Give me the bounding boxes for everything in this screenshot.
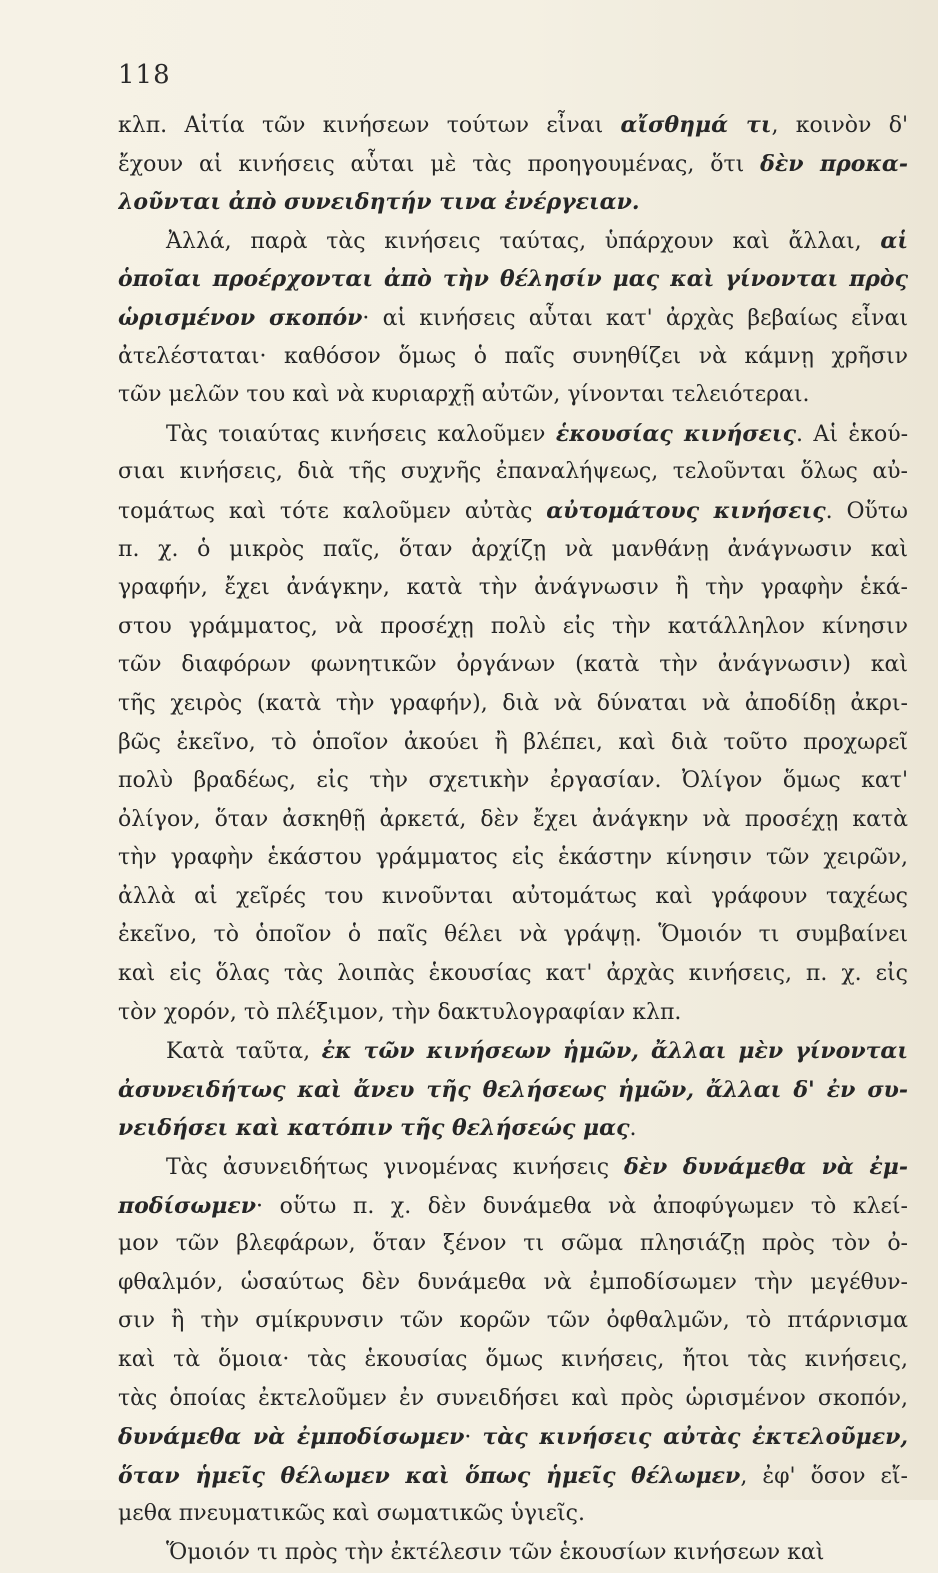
text-segment: π. χ. ὁ μικρὸς παῖς, ὅταν ἀρχίζῃ νὰ μανθάνῃ ἀνάγνωσιν καὶ bbox=[118, 536, 908, 562]
emphasis-text: δὲν προκα- bbox=[760, 150, 908, 177]
text-line bbox=[118, 1264, 908, 1303]
text-line bbox=[118, 1418, 908, 1457]
text-line bbox=[118, 685, 908, 724]
text-segment: σιαι κινήσεις, διὰ τῆς συχνῆς ἐπαναλήψεως, τελοῦνται ὅλως αὐ- bbox=[118, 459, 908, 485]
emphasis-text: αὐτομάτους κινήσεις bbox=[546, 497, 826, 524]
text-segment: ἔχουν αἱ κινήσεις αὗται μὲ τὰς προηγουμένας, ὅτι bbox=[118, 151, 761, 177]
text-segment: βῶς ἐκεῖνο, τὸ ὁποῖον ἀκούει ἢ βλέπει, καὶ διὰ τοῦτο προχωρεῖ bbox=[118, 729, 908, 755]
emphasis-text: τὰς κινήσεις αὐτὰς ἐκτελοῦμεν, bbox=[482, 1424, 908, 1451]
text-segment: ἀτελέσταται· καθόσον ὅμως ὁ παῖς συνηθίζει νὰ κάμνῃ χρῆσιν bbox=[118, 343, 908, 369]
text-line bbox=[118, 376, 908, 415]
text-segment: τῶν διαφόρων φωνητικῶν ὀργάνων (κατὰ τὴν ἀνάγνωσιν) καὶ bbox=[118, 652, 908, 678]
text-line bbox=[118, 183, 908, 222]
text-line bbox=[118, 260, 908, 299]
text-segment: · αἱ κινήσεις αὗται κατ' ἀρχὰς βεβαίως εἶναι bbox=[362, 305, 908, 331]
text-line bbox=[118, 1495, 908, 1534]
text-segment: , ἐφ' ὅσον εἴ- bbox=[740, 1463, 908, 1489]
text-line bbox=[118, 1341, 908, 1380]
emphasis-text: ἀσυνειδήτως καὶ ἄνευ τῆς θελήσεως ἡμῶν, ἄλλαι δ' ἐν συ- bbox=[118, 1076, 908, 1103]
text-segment: ὀλίγον, ὅταν ἀσκηθῇ ἀρκετά, δὲν ἔχει ἀνάγκην νὰ προσέχῃ κατὰ bbox=[118, 806, 908, 832]
text-segment: γραφήν, ἔχει ἀνάγκην, κατὰ τὴν ἀνάγνωσιν ἢ τὴν γραφὴν ἑκά- bbox=[118, 575, 908, 601]
page-number: 118 bbox=[118, 60, 171, 90]
text-segment: Ὅμοιόν τι πρὸς τὴν ἐκτέλεσιν τῶν ἑκουσίων κινήσεων καὶ bbox=[166, 1539, 825, 1565]
emphasis-text: λοῦνται ἀπὸ συνειδητήν τινα ἐνέργειαν. bbox=[118, 189, 640, 216]
text-line bbox=[118, 916, 908, 955]
text-segment: Ἀλλά, παρὰ τὰς κινήσεις ταύτας, ὑπάρχουν καὶ ἄλλαι, bbox=[166, 228, 881, 254]
text-segment: τὴν γραφὴν ἑκάστου γράμματος εἰς ἑκάστην κίνησιν τῶν χειρῶν, bbox=[118, 845, 908, 871]
text-line bbox=[118, 724, 908, 763]
text-line bbox=[118, 222, 908, 261]
text-segment: · bbox=[464, 1425, 483, 1451]
text-line bbox=[118, 955, 908, 994]
text-segment: . bbox=[629, 1116, 637, 1142]
text-segment: πολὺ βραδέως, εἰς τὴν σχετικὴν ἐργασίαν. Ὀλίγον ὅμως κατ' bbox=[118, 768, 908, 794]
text-line bbox=[118, 801, 908, 840]
emphasis-text: αἴσθημά τι bbox=[620, 112, 772, 138]
text-segment: ἐκεῖνο, τὸ ὁποῖον ὁ παῖς θέλει νὰ γράψῃ. Ὅμοιόν τι συμβαίνει bbox=[118, 922, 908, 948]
text-segment: κλπ. Αἰτία τῶν κινήσεων τούτων εἶναι bbox=[118, 113, 621, 138]
text-line bbox=[118, 608, 908, 647]
text-segment: τῆς χειρὸς (κατὰ τὴν γραφήν), διὰ νὰ δύναται νὰ ἀποδίδῃ ἀκρι- bbox=[118, 690, 908, 716]
emphasis-text: αἱ bbox=[880, 227, 908, 254]
text-line bbox=[118, 145, 908, 184]
text-segment: στου γράμματος, νὰ προσέχῃ πολὺ εἰς τὴν κατάλληλον κίνησιν bbox=[118, 613, 908, 639]
text-line bbox=[118, 994, 908, 1033]
text-line bbox=[118, 1109, 908, 1148]
text-line bbox=[118, 453, 908, 492]
text-segment: ἀλλὰ αἱ χεῖρές του κινοῦνται αὐτομάτως καὶ γράφουν ταχέως bbox=[118, 883, 908, 909]
text-line bbox=[118, 646, 908, 685]
text-segment: μον τῶν βλεφάρων, ὅταν ξένον τι σῶμα πλησιάζῃ πρὸς τὸν ὀ- bbox=[118, 1231, 908, 1257]
text-segment: τὰς ὁποίας ἐκτελοῦμεν ἐν συνειδήσει καὶ πρὸς ὡρισμένον σκοπόν, bbox=[118, 1385, 908, 1411]
text-segment: Τὰς ἀσυνειδήτως γινομένας κινήσεις bbox=[166, 1155, 624, 1181]
text-segment: τῶν μελῶν του καὶ νὰ κυριαρχῇ αὐτῶν, γίνονται τελειότεραι. bbox=[118, 382, 810, 408]
text-line bbox=[118, 106, 908, 145]
emphasis-text: δυνάμεθα νὰ ἐμποδίσωμεν bbox=[118, 1424, 465, 1451]
body-text bbox=[118, 106, 908, 1573]
text-line bbox=[118, 1534, 908, 1573]
text-segment: φθαλμόν, ὡσαύτως δὲν δυνάμεθα νὰ ἐμποδίσωμεν τὴν μεγέθυν- bbox=[118, 1269, 908, 1295]
emphasis-text: δὲν δυνάμεθα νὰ ἐμ- bbox=[623, 1154, 908, 1181]
text-line bbox=[118, 531, 908, 570]
text-line bbox=[118, 338, 908, 377]
text-line bbox=[118, 1457, 908, 1496]
text-segment: . Οὕτω bbox=[825, 498, 908, 524]
text-segment: καὶ τὰ ὅμοια· τὰς ἑκουσίας ὅμως κινήσεις, ἤτοι τὰς κινήσεις, bbox=[118, 1347, 908, 1372]
emphasis-text: ποδίσωμεν bbox=[118, 1192, 257, 1219]
text-segment: Τὰς τοιαύτας κινήσεις καλοῦμεν bbox=[166, 421, 556, 447]
text-line bbox=[118, 492, 908, 531]
text-line bbox=[118, 1302, 908, 1341]
text-line bbox=[118, 1032, 908, 1071]
text-segment: τὸν χορόν, τὸ πλέξιμον, τὴν δακτυλογραφίαν κλπ. bbox=[118, 999, 682, 1025]
text-line bbox=[118, 415, 908, 454]
emphasis-text: νειδήσει καὶ κατόπιν τῆς θελήσεώς μας bbox=[118, 1115, 630, 1142]
text-segment: μεθα πνευματικῶς καὶ σωματικῶς ὑγιεῖς. bbox=[118, 1501, 585, 1527]
text-line bbox=[118, 1187, 908, 1226]
emphasis-text: ὁποῖαι προέρχονται ἀπὸ τὴν θέλησίν μας καὶ γίνονται πρὸς bbox=[118, 266, 908, 293]
text-segment: καὶ εἰς ὅλας τὰς λοιπὰς ἑκουσίας κατ' ἀρχὰς κινήσεις, π. χ. εἰς bbox=[118, 961, 908, 987]
text-line bbox=[118, 569, 908, 608]
text-line bbox=[118, 762, 908, 801]
text-line bbox=[118, 1225, 908, 1264]
text-line bbox=[118, 878, 908, 917]
text-line bbox=[118, 1148, 908, 1187]
text-line bbox=[118, 1071, 908, 1110]
emphasis-text: ὅταν ἡμεῖς θέλωμεν καὶ ὅπως ἡμεῖς θέλωμεν bbox=[118, 1462, 741, 1489]
text-segment: , κοινὸν δ' bbox=[771, 113, 908, 138]
text-segment: Κατὰ ταῦτα, bbox=[166, 1039, 322, 1065]
emphasis-text: ἐκ τῶν κινήσεων ἡμῶν, ἄλλαι μὲν γίνονται bbox=[321, 1038, 908, 1065]
text-segment: · οὕτω π. χ. δὲν δυνάμεθα νὰ ἀποφύγωμεν τὸ κλεί- bbox=[256, 1193, 908, 1219]
text-segment: . Αἱ ἑκού- bbox=[795, 421, 908, 447]
emphasis-text: ἑκουσίας κινήσεις bbox=[555, 420, 796, 447]
text-line bbox=[118, 1380, 908, 1419]
text-line bbox=[118, 299, 908, 338]
text-segment: τομάτως καὶ τότε καλοῦμεν αὐτὰς bbox=[118, 498, 547, 524]
emphasis-text: ὡρισμένον σκοπόν bbox=[118, 304, 363, 331]
text-line bbox=[118, 839, 908, 878]
text-segment: σιν ἢ τὴν σμίκρυνσιν τῶν κορῶν τῶν ὀφθαλμῶν, τὸ πτάρνισμα bbox=[118, 1308, 908, 1334]
